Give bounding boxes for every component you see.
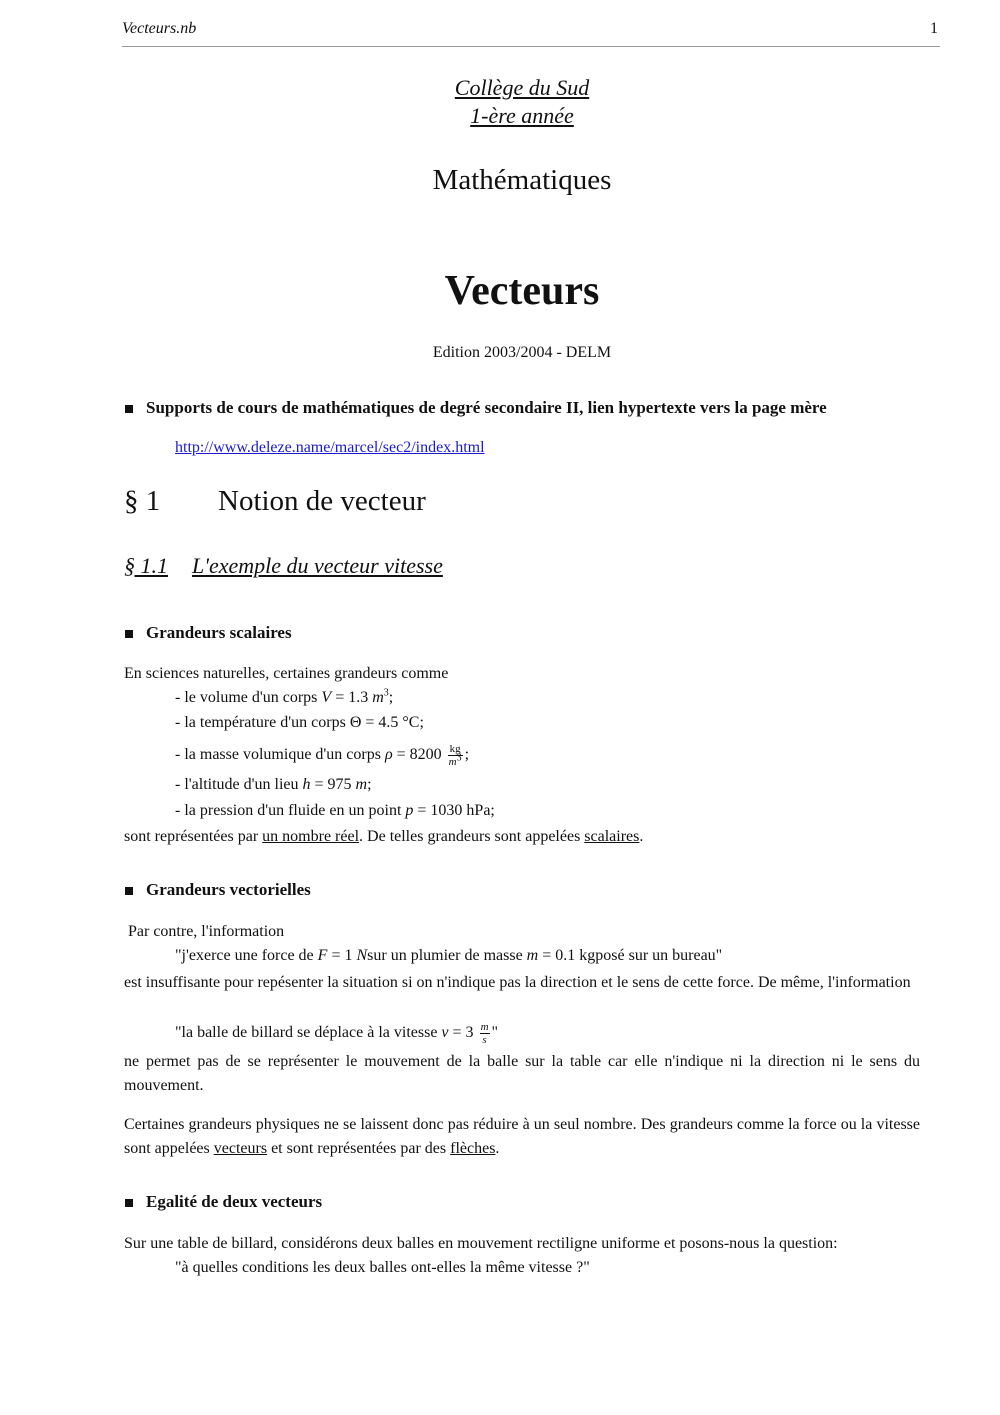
scalaires-conclusion: sont représentées par un nombre réel. De telles grandeurs sont appelées scalaires. — [124, 828, 644, 845]
vectorielles-heading: Grandeurs vectorielles — [146, 880, 311, 899]
pression-line: - la pression d'un fluide en un point p = 1030 hPa; — [175, 802, 495, 819]
subject-title: Mathématiques — [432, 164, 612, 196]
temperature-line: - la température d'un corps Θ = 4.5 °C; — [175, 714, 424, 731]
school-name: Collège du Sud — [454, 75, 590, 100]
supports-heading: Supports de cours de mathématiques de degré secondaire II, lien hypertexte vers la page mère — [146, 398, 827, 417]
page-number: 1 — [930, 20, 938, 37]
volume-line: - le volume d'un corps V = 1.3 $m^3$; — [175, 687, 394, 706]
file-name: Vecteurs.nb — [122, 20, 197, 37]
square-bullet-icon — [124, 887, 134, 897]
altitude-line: - l'altitude d'un lieu h = 975 m; — [175, 776, 372, 793]
egalite-question: "à quelles conditions les deux balles ont-elles la même vitesse ?" — [175, 1259, 590, 1276]
vectorielles-paragraph-3: Certaines grandeurs physiques ne se laissent donc pas réduire à un seul nombre. Des grandeurs comme la force ou la vitesse sont appelées vecteurs et sont représentées par des flèches. — [124, 1116, 920, 1157]
square-bullet-icon — [124, 405, 134, 415]
vectorielles-paragraph-1: est insuffisante pour repésenter la situation si on n'indique pas la direction et le sens de cette force. De même, l'information — [124, 974, 911, 991]
section-title: Notion de vecteur — [218, 485, 426, 517]
parent-page-link[interactable]: http://www.deleze.name/marcel/sec2/index.html — [175, 439, 485, 456]
section-number: § 1 — [124, 485, 161, 517]
egalite-heading: Egalité de deux vecteurs — [146, 1192, 323, 1211]
document-title: Vecteurs — [444, 268, 600, 314]
vitesse-quote: "la balle de billard se déplace à la vitesse v = 3 $\frac{m}{s}$ " — [175, 1021, 499, 1046]
square-bullet-icon — [124, 630, 134, 640]
m-per-s-fraction: $\frac{m}{s}$ — [480, 1021, 489, 1046]
masse-volumique-line: - la masse volumique d'un corps ρ = 8200 $\frac{kg}{m^3}$ ; — [175, 743, 470, 768]
kg-per-m3-fraction: $\frac{kg}{m^3}$ — [448, 743, 462, 768]
vectorielles-intro: Par contre, l'information — [128, 923, 285, 940]
subsection-title: L'exemple du vecteur vitesse — [192, 553, 443, 578]
scalaires-heading: Grandeurs scalaires — [146, 623, 292, 642]
square-bullet-icon — [124, 1199, 134, 1209]
egalite-intro: Sur une table de billard, considérons deux balles en mouvement rectiligne uniforme et posons-nous la question: — [124, 1235, 838, 1252]
vectorielles-paragraph-2: ne permet pas de se représenter le mouvement de la balle sur la table car elle n'indique ni la direction ni le sens du mouvement. — [124, 1053, 920, 1094]
subsection-number: § 1.1 — [124, 553, 168, 578]
edition-line: Edition 2003/2004 - DELM — [432, 344, 612, 361]
force-quote: "j'exerce une force de F = 1 Nsur un plumier de masse m = 0.1 kgposé sur un bureau" — [175, 947, 723, 964]
school-year: 1-ère année — [470, 103, 574, 128]
scalaires-intro: En sciences naturelles, certaines grandeurs comme — [124, 665, 449, 682]
running-header — [122, 20, 940, 47]
